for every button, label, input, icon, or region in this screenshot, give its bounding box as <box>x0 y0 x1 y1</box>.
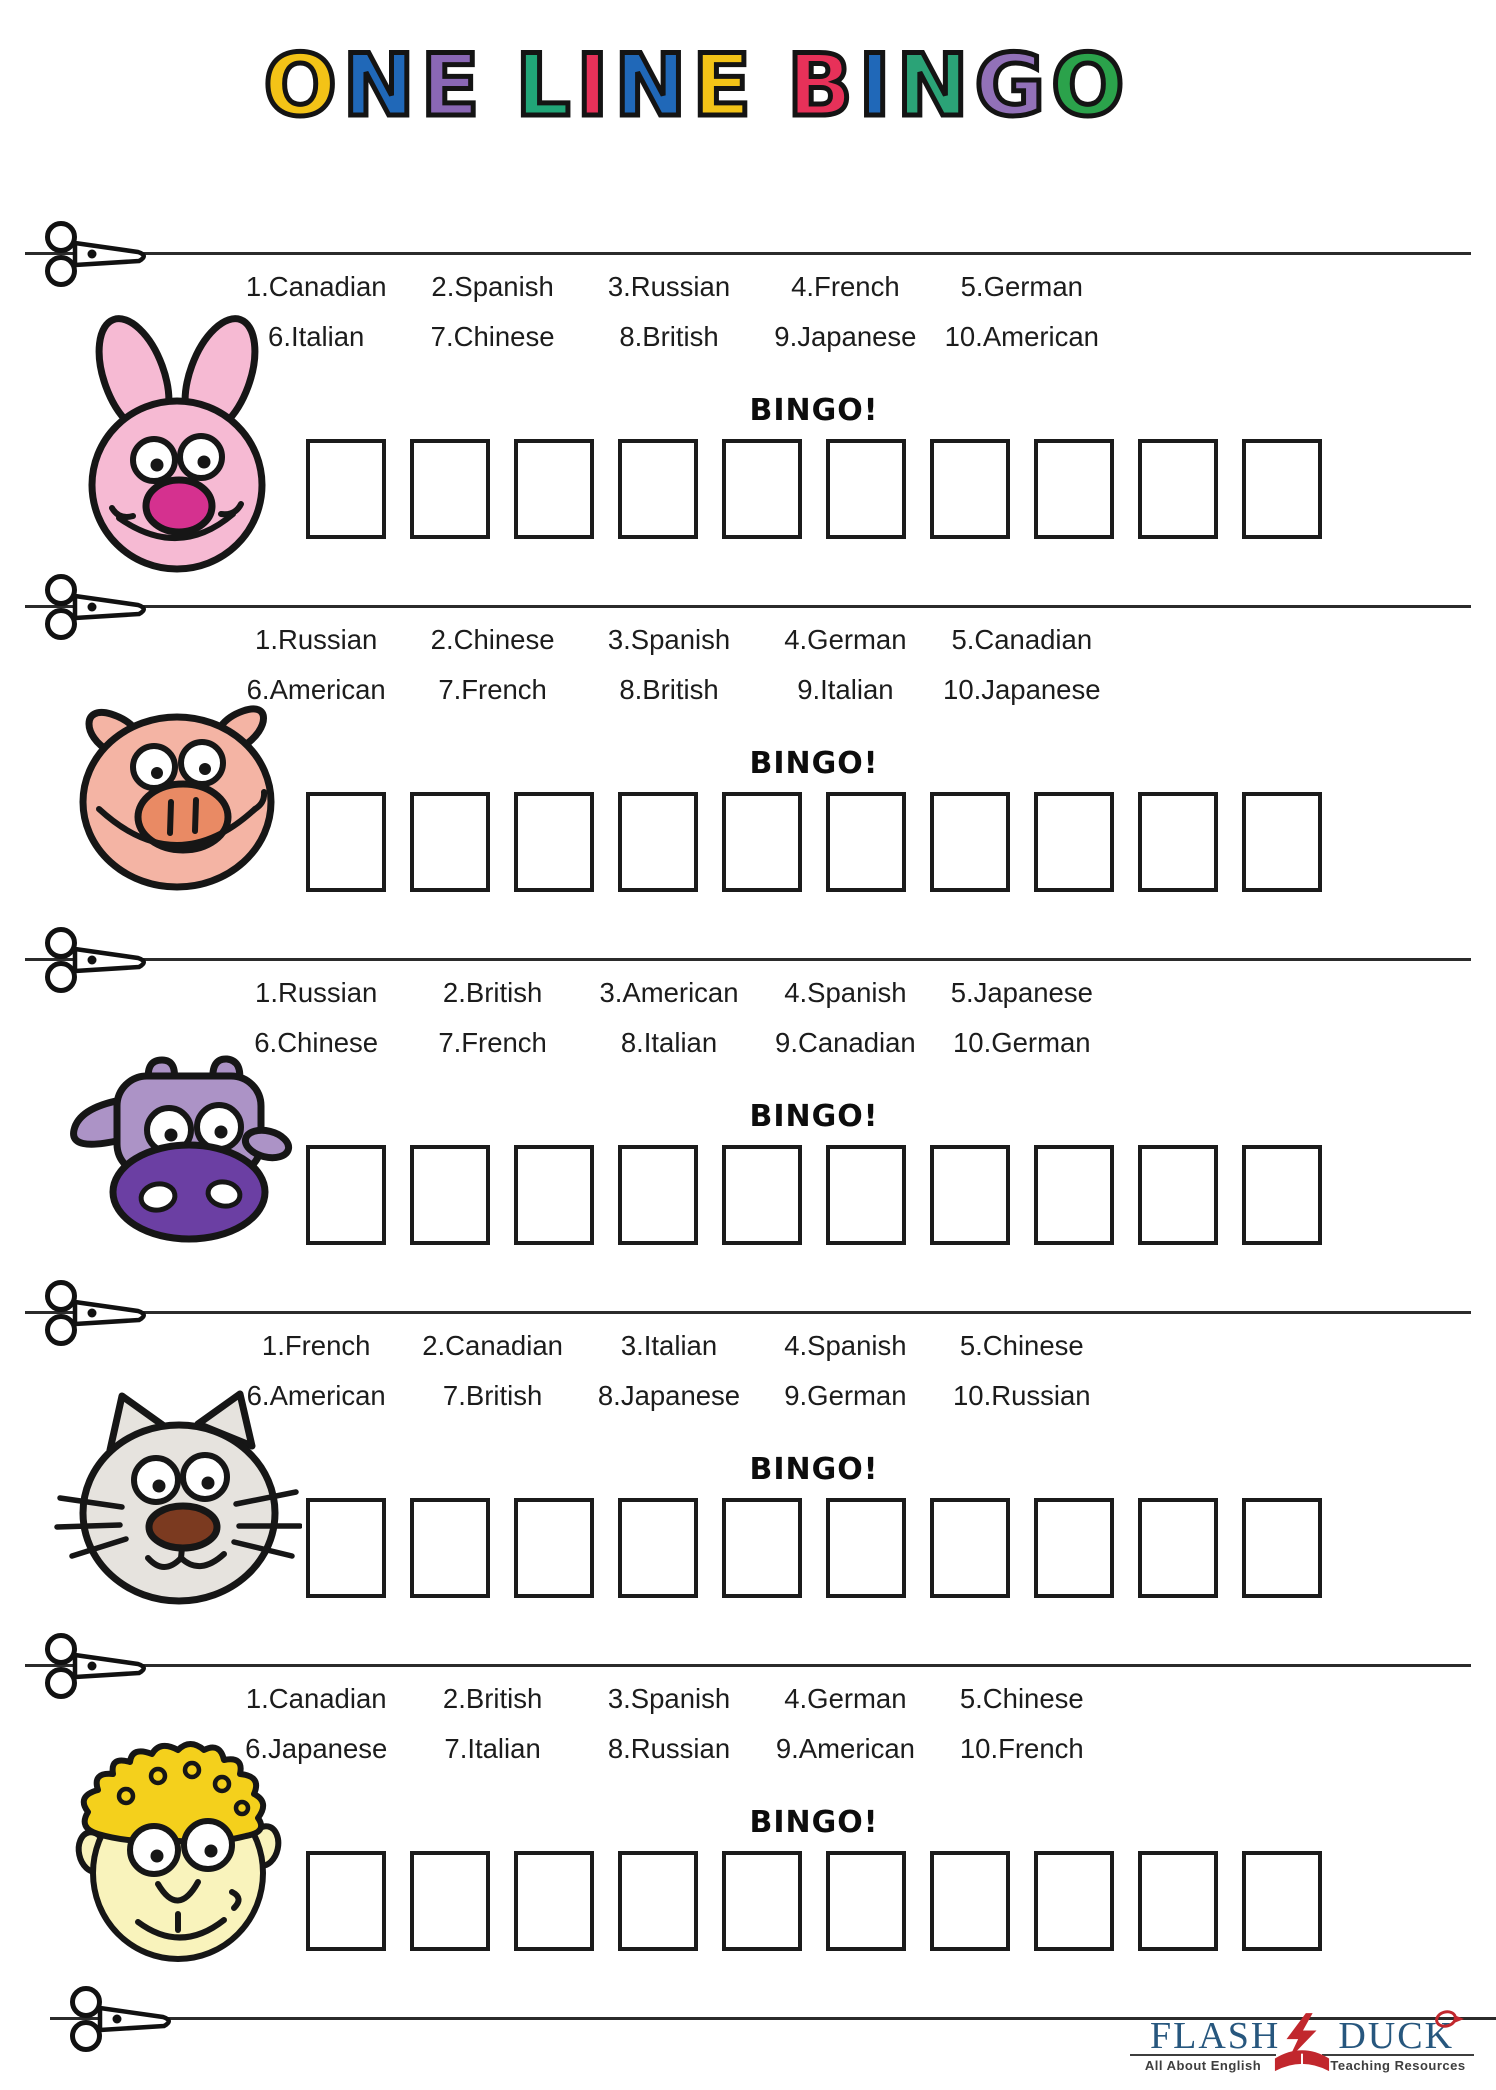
answer-box[interactable] <box>826 1851 906 1951</box>
title-letter: L <box>515 36 575 136</box>
answer-box[interactable] <box>1138 792 1218 892</box>
brand-right-text: DUCK <box>1338 2015 1455 2057</box>
nationality-row-1 <box>228 1682 1110 1715</box>
nationality-label: 2.Spanish <box>431 271 554 302</box>
nationality-label: 7.French <box>438 1027 547 1058</box>
nationality-label: 6.Italian <box>268 321 365 352</box>
nationality-label: 1.Canadian <box>245 1683 387 1714</box>
nationality-label: 2.British <box>442 977 543 1008</box>
nationality-label: 10.German <box>953 1027 1091 1058</box>
title-letter: N <box>342 36 419 136</box>
answer-box[interactable] <box>930 792 1010 892</box>
nationality-label: 8.Italian <box>620 1027 718 1058</box>
answer-box[interactable] <box>1242 1145 1322 1245</box>
answer-box[interactable] <box>514 1498 594 1598</box>
cut-line <box>25 605 1471 608</box>
answer-box[interactable] <box>618 1498 698 1598</box>
answer-box[interactable] <box>618 1851 698 1951</box>
nationality-label: 8.British <box>619 674 719 705</box>
answer-box[interactable] <box>826 792 906 892</box>
nationality-label: 6.Chinese <box>254 1027 379 1058</box>
tagline-left: All About English <box>1130 2054 1276 2073</box>
answer-box[interactable] <box>410 1851 490 1951</box>
nationality-label: 6.American <box>246 674 386 705</box>
nationality-label: 1.Russian <box>255 977 378 1008</box>
strip-content <box>228 615 1328 892</box>
answer-box[interactable] <box>1242 1498 1322 1598</box>
title-letter: I <box>858 36 895 136</box>
answer-box[interactable] <box>1034 792 1114 892</box>
nationality-label: 7.French <box>438 674 547 705</box>
nationality-label: 9.Japanese <box>774 321 917 352</box>
title-word-one <box>263 36 485 136</box>
nationality-label: 9.Canadian <box>775 1027 916 1058</box>
nationality-label: 5.German <box>960 271 1083 302</box>
nationality-label: 3.Spanish <box>607 1683 731 1714</box>
nationality-row-2 <box>228 1379 1110 1412</box>
bingo-strip-boy <box>0 1664 1496 2017</box>
title-letter: O <box>263 36 341 136</box>
answer-box[interactable] <box>1034 1145 1114 1245</box>
nationality-label: 9.Italian <box>797 674 894 705</box>
nationality-label: 3.Spanish <box>607 624 731 655</box>
nationality-label: 4.Spanish <box>784 977 907 1008</box>
nationality-label: 3.Italian <box>620 1330 718 1361</box>
strip-content <box>228 1674 1328 1951</box>
answer-box[interactable] <box>1034 439 1114 539</box>
answer-box[interactable] <box>1034 1851 1114 1951</box>
nationality-row-1 <box>228 270 1110 303</box>
answer-box[interactable] <box>722 1145 802 1245</box>
nationality-label: 7.Chinese <box>430 321 555 352</box>
nationality-label: 5.Canadian <box>951 624 1093 655</box>
nationality-label: 1.Russian <box>255 624 378 655</box>
nationality-label: 7.Italian <box>444 1733 541 1764</box>
answer-box[interactable] <box>1138 1145 1218 1245</box>
nationality-label: 1.Canadian <box>245 271 387 302</box>
nationality-label: 4.French <box>791 271 900 302</box>
nationality-label: 6.Japanese <box>245 1733 388 1764</box>
nationality-label: 4.German <box>784 1683 907 1714</box>
scissors-icon <box>25 571 157 643</box>
answer-box[interactable] <box>1138 439 1218 539</box>
answer-box[interactable] <box>514 1851 594 1951</box>
answer-box[interactable] <box>930 1851 1010 1951</box>
cut-line <box>25 1311 1471 1314</box>
answer-box[interactable] <box>722 792 802 892</box>
title-letter: O <box>1051 36 1129 136</box>
nationality-label: 8.British <box>619 321 719 352</box>
bingo-strip-cow <box>0 958 1496 1311</box>
nationality-label: 7.British <box>442 1380 543 1411</box>
brand-row <box>1130 2014 1474 2058</box>
answer-box[interactable] <box>826 1145 906 1245</box>
answer-box[interactable] <box>722 1851 802 1951</box>
duck-doodle-icon <box>1434 2006 1466 2032</box>
cut-line <box>25 958 1471 961</box>
answer-box[interactable] <box>1034 1498 1114 1598</box>
nationality-label: 5.Chinese <box>959 1683 1084 1714</box>
title-letter: E <box>692 36 756 136</box>
nationality-row-1 <box>228 623 1110 656</box>
nationality-label: 4.Spanish <box>784 1330 907 1361</box>
bingo-label: BINGO! <box>749 746 879 781</box>
title-letter: I <box>576 36 613 136</box>
answer-box[interactable] <box>618 439 698 539</box>
answer-box[interactable] <box>514 1145 594 1245</box>
nationality-label: 3.Russian <box>607 271 731 302</box>
answer-box[interactable] <box>1242 439 1322 539</box>
title-word-line <box>515 36 757 136</box>
nationality-row-2 <box>228 320 1110 353</box>
page-title <box>0 36 1444 136</box>
tagline-right: Teaching Resources <box>1322 2054 1474 2073</box>
title-letter: E <box>420 36 484 136</box>
answer-box[interactable] <box>1242 792 1322 892</box>
bingo-strips <box>0 252 1496 2020</box>
answer-box[interactable] <box>410 792 490 892</box>
nationality-label: 9.American <box>775 1733 915 1764</box>
nationality-row-2 <box>228 1026 1110 1059</box>
bingo-strip-cat <box>0 1311 1496 1664</box>
scissors-icon <box>25 1277 157 1349</box>
strip-content <box>228 1321 1328 1598</box>
nationality-label: 6.American <box>246 1380 386 1411</box>
strip-content <box>228 262 1328 539</box>
answer-box[interactable] <box>1242 1851 1322 1951</box>
bingo-label: BINGO! <box>749 1805 879 1840</box>
nationality-label: 2.Canadian <box>422 1330 563 1361</box>
nationality-label: 10.Japanese <box>943 674 1101 705</box>
nationality-row-1 <box>228 1329 1110 1362</box>
nationality-row-2 <box>228 1732 1110 1765</box>
bingo-label: BINGO! <box>749 393 879 428</box>
brand-left-text: FLASH <box>1149 2015 1281 2057</box>
answer-boxes <box>306 1498 1322 1598</box>
answer-box[interactable] <box>306 1145 386 1245</box>
answer-box[interactable] <box>1138 1498 1218 1598</box>
answer-box[interactable] <box>722 1498 802 1598</box>
nationality-label: 10.French <box>959 1733 1084 1764</box>
nationality-label: 10.Russian <box>952 1380 1091 1411</box>
answer-box[interactable] <box>930 1145 1010 1245</box>
nationality-label: 3.American <box>599 977 739 1008</box>
nationality-label: 2.Chinese <box>430 624 555 655</box>
answer-box[interactable] <box>306 1851 386 1951</box>
cut-line <box>25 1664 1471 1667</box>
answer-box[interactable] <box>930 1498 1010 1598</box>
answer-box[interactable] <box>514 792 594 892</box>
bingo-label: BINGO! <box>749 1099 879 1134</box>
nationality-label: 5.Japanese <box>950 977 1093 1008</box>
title-letter: B <box>787 36 857 136</box>
scissors-icon <box>25 218 157 290</box>
bingo-strip-rabbit <box>0 252 1496 605</box>
answer-box[interactable] <box>618 1145 698 1245</box>
cut-line <box>25 252 1471 255</box>
title-word-bingo <box>786 36 1129 136</box>
answer-box[interactable] <box>410 1145 490 1245</box>
answer-box[interactable] <box>306 439 386 539</box>
nationality-label: 8.Russian <box>607 1733 731 1764</box>
answer-boxes <box>306 792 1322 892</box>
strip-content <box>228 968 1328 1245</box>
nationality-row-1 <box>228 976 1110 1009</box>
lightning-book-icon <box>1273 2013 1331 2075</box>
answer-boxes <box>306 1145 1322 1245</box>
nationality-label: 8.Japanese <box>597 1380 741 1411</box>
nationality-label: 1.French <box>261 1330 371 1361</box>
nationality-label: 5.Chinese <box>959 1330 1084 1361</box>
bingo-strip-pig <box>0 605 1496 958</box>
nationality-label: 10.American <box>944 321 1099 352</box>
scissors-icon <box>25 1630 157 1702</box>
bingo-label: BINGO! <box>749 1452 879 1487</box>
answer-boxes <box>306 1851 1322 1951</box>
answer-box[interactable] <box>826 439 906 539</box>
brand-right-wrap <box>1338 2014 1454 2058</box>
nationality-label: 4.German <box>784 624 907 655</box>
answer-boxes <box>306 439 1322 539</box>
nationality-label: 2.British <box>442 1683 543 1714</box>
scissors-icon <box>25 924 157 996</box>
title-letter: N <box>896 36 973 136</box>
title-letter: G <box>974 36 1050 136</box>
answer-box[interactable] <box>306 792 386 892</box>
title-letter: N <box>614 36 691 136</box>
answer-box[interactable] <box>410 1498 490 1598</box>
nationality-row-2 <box>228 673 1110 706</box>
answer-box[interactable] <box>514 439 594 539</box>
answer-box[interactable] <box>306 1498 386 1598</box>
answer-box[interactable] <box>410 439 490 539</box>
answer-box[interactable] <box>1138 1851 1218 1951</box>
answer-box[interactable] <box>826 1498 906 1598</box>
answer-box[interactable] <box>618 792 698 892</box>
flashduck-logo <box>1130 2014 1474 2073</box>
answer-box[interactable] <box>930 439 1010 539</box>
scissors-icon <box>50 1983 182 2055</box>
answer-box[interactable] <box>722 439 802 539</box>
nationality-label: 9.German <box>784 1380 907 1411</box>
